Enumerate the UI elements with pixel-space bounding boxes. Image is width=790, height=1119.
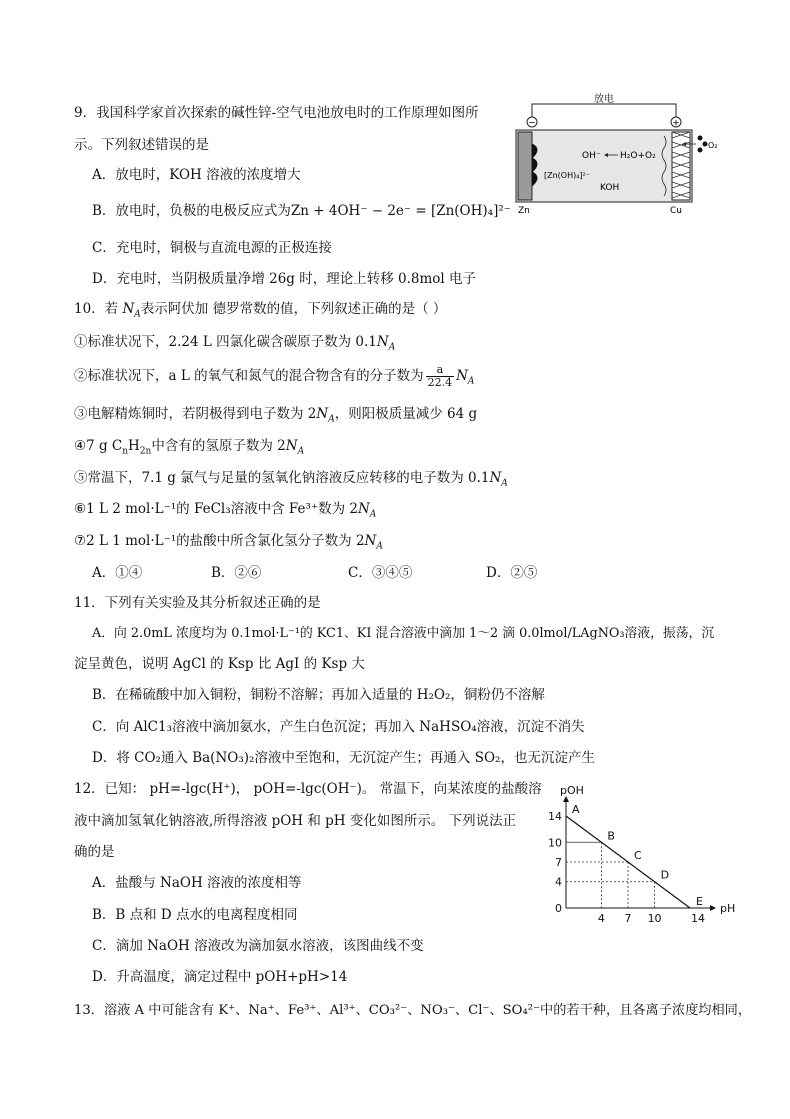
q12-option-c: C．滴加 NaOH 溶液改为滴加氨水溶液，该图曲线不变 bbox=[92, 938, 424, 954]
point-label-B: B bbox=[607, 829, 615, 843]
point-label-C: C bbox=[634, 849, 642, 862]
q10-choice-d: D．②⑤ bbox=[486, 565, 538, 581]
q10-item-7-text: ⑦2 L 1 mol·L⁻¹的盐酸中所含氯化氢分子数为 2 bbox=[74, 533, 365, 549]
h2o-o2-label: H₂O+O₂ bbox=[620, 151, 656, 161]
q9-option-b-text: B．放电时，负极的电极反应式为 bbox=[92, 203, 291, 219]
point-label-A: A bbox=[572, 803, 580, 816]
cu-label: Cu bbox=[670, 206, 682, 216]
fraction-numerator: a bbox=[426, 364, 455, 377]
na-subscript: A bbox=[388, 342, 396, 353]
cu-electrode bbox=[672, 132, 690, 200]
q11-option-b: B．在稀硫酸中加入铜粉，铜粉不溶解；再加入适量的 H₂O₂，铜粉仍不溶解 bbox=[92, 687, 545, 703]
x-axis-arrow bbox=[710, 905, 716, 911]
q10-item-5 bbox=[74, 469, 508, 487]
na-symbol: N bbox=[376, 334, 389, 350]
q10-item-3-text: ③电解精炼铜时，若阴极得到电子数为 2 bbox=[74, 406, 317, 422]
q10-item-4-text: ④7 g C bbox=[74, 438, 123, 454]
o2-label: O₂ bbox=[708, 141, 718, 150]
q10-item-3 bbox=[74, 405, 477, 423]
y-axis-label: pOH bbox=[560, 784, 584, 797]
battery-diagram bbox=[508, 92, 728, 216]
q12-stem-line2: 液中滴加氢氧化钠溶液,所得溶液 pOH 和 pH 变化如图所示。 下列说法正 bbox=[74, 813, 517, 829]
y-tick-label: 7 bbox=[555, 856, 562, 869]
formula-sub-n: n bbox=[122, 446, 129, 457]
q9-option-d: D．充电时，当阴极质量净增 26g 时，理论上转移 0.8mol 电子 bbox=[92, 271, 477, 287]
q11-stem: 11．下列有关实验及其分析叙述正确的是 bbox=[74, 595, 321, 611]
point-label-E: E bbox=[696, 895, 703, 908]
koh-label: KOH bbox=[600, 183, 620, 193]
q10-item-4 bbox=[74, 437, 304, 455]
fraction-denominator: 22.4 bbox=[427, 376, 453, 389]
q10-stem bbox=[74, 300, 446, 318]
na-subscript: A bbox=[501, 478, 508, 489]
q10-item-5-text: ⑤常温下，7.1 g 氯气与足量的氢氧化钠溶液反应转移的电子数为 0.1 bbox=[74, 470, 490, 486]
q10-item-7 bbox=[74, 532, 383, 550]
na-subscript: A bbox=[328, 414, 335, 425]
oh-label: OH⁻ bbox=[582, 151, 601, 161]
q11-option-a-line2: 淀呈黄色，说明 AgCl 的 Ksp 比 AgI 的 Ksp 大 bbox=[74, 656, 365, 672]
q10-item-1 bbox=[74, 333, 395, 351]
q10-item-1-text: ①标准状况下，2.24 L 四氯化碳含碳原子数为 0.1 bbox=[74, 334, 377, 350]
q12-stem-line3: 确的是 bbox=[74, 844, 115, 860]
q11-option-c: C．向 AlC1₃溶液中滴加氨水，产生白色沉淀；再加入 NaHSO₄溶液，沉淀不消失 bbox=[92, 719, 585, 735]
na-symbol: N bbox=[316, 406, 329, 422]
x-tick-label: 10 bbox=[647, 912, 662, 925]
x-tick-label: 7 bbox=[624, 912, 632, 925]
x-tick-label: 4 bbox=[597, 912, 605, 925]
q12-option-b: B．B 点和 D 点水的电离程度相同 bbox=[92, 907, 298, 923]
na-subscript: A bbox=[376, 541, 383, 552]
q10-choice-b: B．②⑥ bbox=[211, 565, 262, 581]
q9-option-a: A．放电时，KOH 溶液的浓度增大 bbox=[92, 167, 301, 183]
q9-stem-line2: 示。下列叙述错误的是 bbox=[74, 137, 209, 153]
q10-item-2-text: ②标准状况下，a L 的氧气和氮气的混合物含有的分子数为 bbox=[74, 368, 424, 384]
na-subscript: A bbox=[467, 376, 475, 387]
q9-option-b-equation: Zn + 4OH⁻ − 2e⁻ = [Zn(OH)₄]²⁻ bbox=[290, 203, 511, 219]
q10-stem-end: 表示阿伏加 德罗常数的值，下列叙述正确的是（ ） bbox=[140, 301, 447, 317]
q9-option-b bbox=[92, 202, 511, 220]
q12-option-a: A．盐酸与 NaOH 溶液的浓度相等 bbox=[92, 875, 302, 891]
poh-ph-chart bbox=[538, 780, 736, 928]
na-symbol: N bbox=[489, 470, 502, 486]
na-subscript: A bbox=[297, 446, 305, 457]
q9-stem-line1: 9．我国科学家首次探索的碱性锌-空气电池放电时的工作原理如图所 bbox=[74, 105, 479, 121]
fraction bbox=[426, 364, 455, 389]
zn-label: Zn bbox=[518, 206, 530, 216]
na-symbol: N bbox=[285, 438, 298, 454]
point-label-D: D bbox=[660, 868, 670, 882]
x-axis-label: pH bbox=[720, 902, 736, 915]
q11-option-d: D．将 CO₂通入 Ba(NO₃)₂溶液中至饱和，无沉淀产生；再通入 SO₂，也无沉淀产生 bbox=[92, 750, 595, 766]
na-subscript: A bbox=[369, 509, 377, 520]
y-tick-label: 4 bbox=[555, 875, 562, 889]
q10-choice-c: C．③④⑤ bbox=[348, 565, 413, 581]
q10-choice-a: A．①④ bbox=[92, 565, 143, 581]
na-symbol: N bbox=[122, 301, 135, 317]
q10-item-4-text-end: 中含有的氢原子数为 2 bbox=[151, 438, 286, 454]
q12-stem-line1: 12．已知： pH=-lgc(H⁺)， pOH=-lgc(OH⁻)。 常温下，向某浓度的盐酸溶 bbox=[74, 781, 542, 797]
plus-terminal-sign: + bbox=[672, 118, 680, 129]
y-tick-label: 0 bbox=[555, 902, 562, 915]
formula-h: H bbox=[128, 438, 140, 454]
na-subscript: A bbox=[134, 309, 141, 320]
y-tick-label: 10 bbox=[548, 836, 562, 850]
q10-item-6-text: ⑥1 L 2 mol·L⁻¹的 FeCl₃溶液中含 Fe³⁺数为 2 bbox=[74, 501, 358, 517]
q10-item-2 bbox=[74, 364, 474, 389]
q10-item-3-text-end: ，则阳极质量减少 64 g bbox=[334, 406, 478, 422]
battery-top-label: 放电 bbox=[594, 94, 614, 105]
q10-stem-start: 10．若 bbox=[74, 301, 123, 317]
q9-option-c: C．充电时，铜极与直流电源的正极连接 bbox=[92, 240, 332, 256]
na-symbol: N bbox=[357, 501, 370, 517]
x-tick-label: 14 bbox=[691, 912, 705, 925]
minus-terminal-sign: − bbox=[528, 118, 536, 129]
q10-item-6 bbox=[74, 500, 376, 518]
y-tick-label: 14 bbox=[548, 810, 562, 823]
formula-sub-2n: 2n bbox=[139, 446, 152, 457]
zn-electrode bbox=[518, 132, 532, 200]
q13-stem: 13．溶液 A 中可能含有 K⁺、Na⁺、Fe³⁺、Al³⁺、CO₃²⁻、NO₃⁻、Cl⁻、SO₄²⁻中的若干种，且各离子浓度均相同， bbox=[74, 1003, 752, 1018]
na-symbol: N bbox=[456, 368, 468, 384]
zn-complex-label: [Zn(OH)₄]²⁻ bbox=[544, 171, 590, 180]
q11-option-a-line1: A．向 2.0mL 浓度均为 0.1mol·L⁻¹的 KC1、KI 混合溶液中滴加 1～2 滴 0.0lmol/LAgNO₃溶液，振荡，沉 bbox=[92, 626, 715, 641]
na-symbol: N bbox=[364, 533, 377, 549]
q12-option-d: D．升高温度，滴定过程中 pOH+pH>14 bbox=[92, 969, 348, 985]
